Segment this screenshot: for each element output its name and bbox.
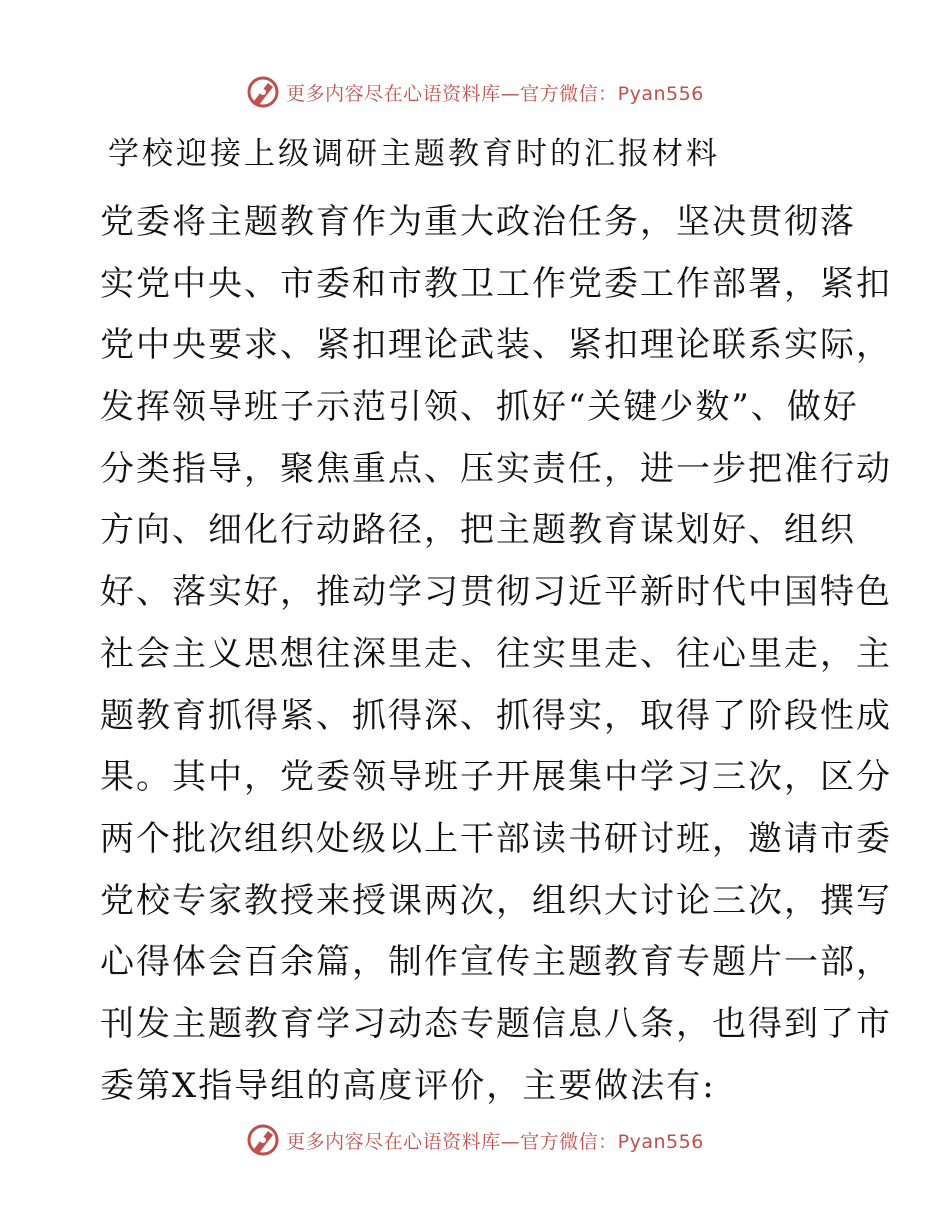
document-body [100,192,892,1117]
body-line: 党中央要求、紧扣理论武装、紧扣理论联系实际， [100,325,892,366]
body-line: 委第X指导组的高度评价，主要做法有: [100,1065,716,1106]
document-title: 学校迎接上级调研主题教育时的汇报材料 [108,136,720,172]
footer-banner-text: 更多内容尽在心语资料库—官方微信：Pyan556 [286,1130,704,1153]
body-line: 两个批次组织处级以上干部读书研讨班，邀请市委 [100,818,892,859]
body-line: 党委将主题教育作为重大政治任务，坚决贯彻落 [100,202,856,242]
body-line: 刊发主题教育学习动态专题信息八条，也得到了市 [100,1003,892,1044]
footer-banner [0,1120,950,1160]
body-line: 社会主义思想往深里走、往实里走、往心里走，主 [100,633,892,674]
body-line: 实党中央、市委和市教卫工作党委工作部署，紧扣 [100,263,892,304]
pen-logo-icon [246,1123,280,1157]
body-line: 好、落实好，推动学习贯彻习近平新时代中国特色 [100,572,892,613]
pen-logo-icon [246,75,280,109]
header-banner-text: 更多内容尽在心语资料库—官方微信：Pyan556 [286,82,704,105]
body-line: 发挥领导班子示范引领、抓好“关键少数”、做好 [100,387,859,428]
body-line: 分类指导，聚焦重点、压实责任，进一步把准行动 [100,448,892,489]
body-line: 方向、细化行动路径，把主题教育谋划好、组织 [100,510,856,551]
body-line: 心得体会百余篇，制作宣传主题教育专题片一部， [100,942,892,983]
body-line: 党校专家教授来授课两次，组织大讨论三次，撰写 [100,880,892,921]
header-banner [0,72,950,112]
body-line: 题教育抓得紧、抓得深、抓得实，取得了阶段性成 [100,695,892,736]
body-line: 果。其中，党委领导班子开展集中学习三次，区分 [100,757,892,798]
